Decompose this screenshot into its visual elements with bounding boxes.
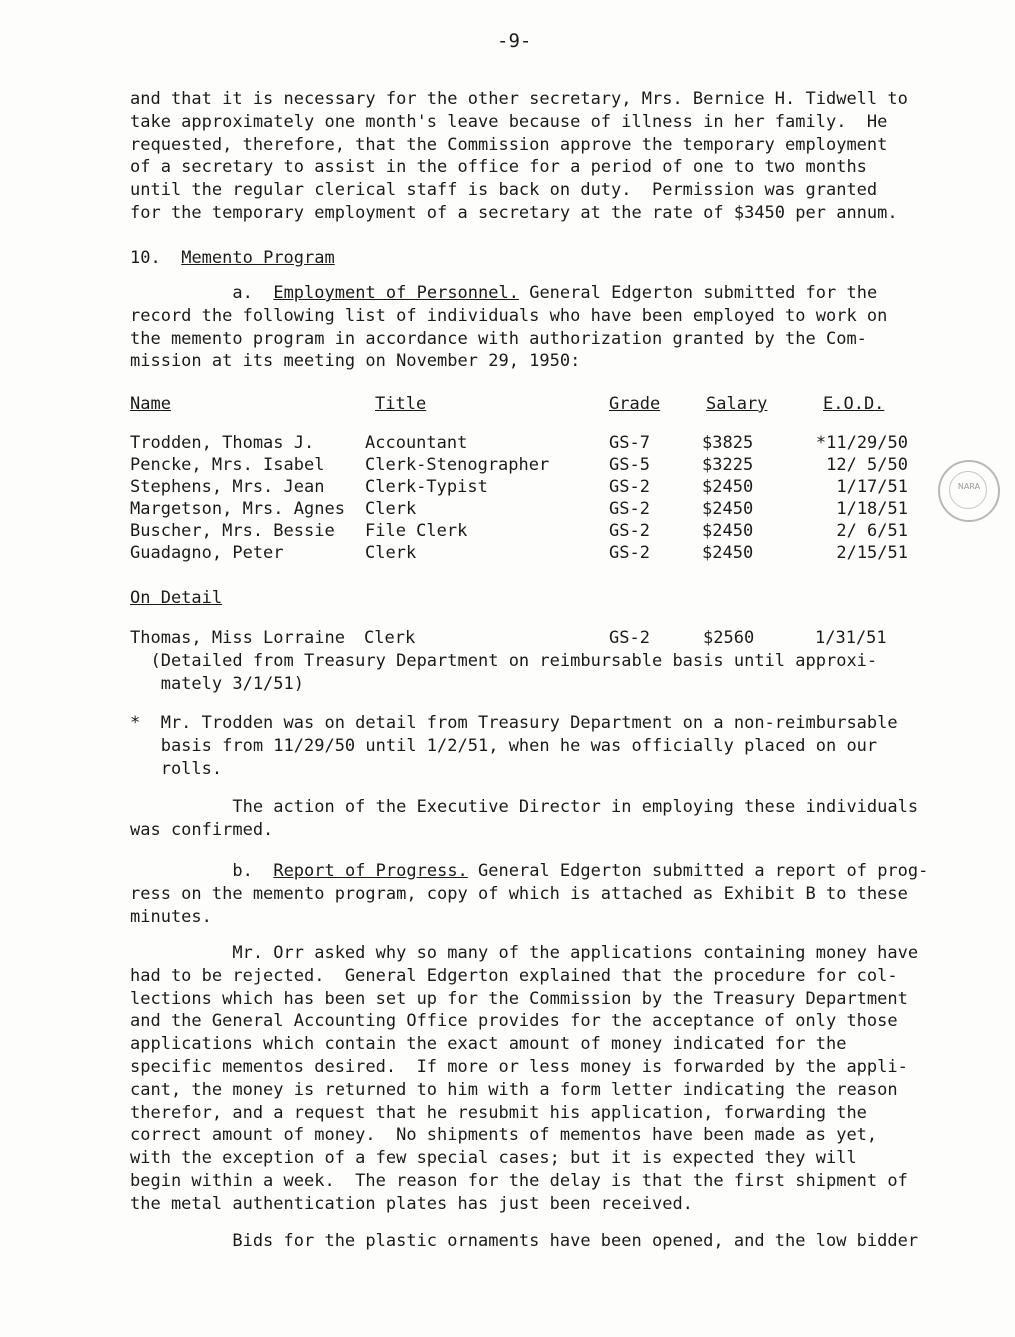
text-line: (Detailed from Treasury Department on reimbursable basis until approxi- xyxy=(130,651,878,671)
confirmation-paragraph xyxy=(130,796,950,842)
text-line: rolls. xyxy=(130,758,223,779)
text-line: Bids for the plastic ornaments have been opened, and the low bidder xyxy=(130,1231,919,1251)
column-header-grade: Grade xyxy=(609,394,661,414)
seal-text: NARA xyxy=(957,482,981,491)
item-heading: Employment of Personnel. xyxy=(273,283,519,303)
text-line: take approximately one month's leave because of illness in her family. He xyxy=(130,111,888,132)
cell-eod: 1/18/51 xyxy=(836,499,908,519)
table-row xyxy=(130,542,908,564)
cell-eod: 2/15/51 xyxy=(836,543,908,563)
on-detail-heading: On Detail xyxy=(130,588,223,608)
cell-name: Guadagno, Peter xyxy=(130,543,284,563)
item-letter: a. xyxy=(232,283,253,303)
cell-grade: GS-2 xyxy=(609,499,650,519)
item-letter: b. xyxy=(232,861,253,881)
text-line xyxy=(130,282,950,305)
cell-title: Clerk-Stenographer xyxy=(365,455,550,475)
column-header-salary: Salary xyxy=(706,394,768,414)
table-row xyxy=(130,454,908,476)
text-line: minutes. xyxy=(130,906,212,927)
cell-name: Buscher, Mrs. Bessie xyxy=(130,521,335,541)
cell-title: File Clerk xyxy=(365,521,468,541)
cell-salary: $3225 xyxy=(702,455,754,475)
item-heading-rest: General Edgerton submitted a report of prog- xyxy=(467,861,929,881)
table-row xyxy=(130,520,908,542)
text-line: was confirmed. xyxy=(130,819,274,840)
table-row xyxy=(130,432,908,454)
orr-paragraph xyxy=(130,942,950,1216)
text-line: cant, the money is returned to him with a form letter indicating the reason xyxy=(130,1079,898,1100)
text-line: ress on the memento program, copy of which is attached as Exhibit B to these xyxy=(130,883,908,904)
library-seal-stamp xyxy=(938,460,1000,522)
text-line: and that it is necessary for the other secretary, Mrs. Bernice H. Tidwell to xyxy=(130,89,908,109)
table-row xyxy=(130,498,908,520)
text-line: record the following list of individuals who have been employed to work on xyxy=(130,305,888,326)
cell-salary: $3825 xyxy=(702,433,754,453)
text-line: requested, therefore, that the Commission approve the temporary employment xyxy=(130,134,888,155)
cell-grade: GS-7 xyxy=(609,433,650,453)
detail-note xyxy=(130,650,950,696)
cell-eod: 12/ 5/50 xyxy=(826,455,908,475)
cell-name: Trodden, Thomas J. xyxy=(130,433,315,453)
item-heading: Report of Progress. xyxy=(273,861,468,881)
text-line: * Mr. Trodden was on detail from Treasury Department on a non-reimbursable xyxy=(130,713,898,733)
cell-salary: $2450 xyxy=(702,477,754,497)
personnel-table xyxy=(130,432,908,564)
text-line: mately 3/1/51) xyxy=(130,673,304,694)
text-line: of a secretary to assist in the office for a period of one to two months xyxy=(130,157,867,178)
detail-grade: GS-2 xyxy=(609,628,650,648)
cell-title: Accountant xyxy=(365,433,468,453)
cell-name: Margetson, Mrs. Agnes xyxy=(130,499,345,519)
cell-salary: $2450 xyxy=(702,521,754,541)
detail-title: Clerk xyxy=(364,628,416,648)
section-number: 10. xyxy=(130,248,161,268)
column-header-title: Title xyxy=(375,394,427,414)
cell-salary: $2450 xyxy=(702,499,754,519)
footnote xyxy=(130,712,950,780)
cell-eod: *11/29/50 xyxy=(815,433,908,453)
text-line: until the regular clerical staff is back on duty. Permission was granted xyxy=(130,180,878,201)
cell-grade: GS-2 xyxy=(609,477,650,497)
text-line: with the exception of a few special cases; but it is expected they will xyxy=(130,1148,857,1169)
text-line: lections which has been set up for the Commission by the Treasury Department xyxy=(130,988,908,1009)
item-heading-rest: General Edgerton submitted for the xyxy=(518,283,878,303)
detail-salary: $2560 xyxy=(703,628,755,648)
text-line: for the temporary employment of a secretary at the rate of $3450 per annum. xyxy=(130,202,898,223)
intro-paragraph xyxy=(130,88,950,225)
cell-eod: 2/ 6/51 xyxy=(836,521,908,541)
text-line: the memento program in accordance with authorization granted by the Com- xyxy=(130,328,867,349)
page-number: -9- xyxy=(497,30,532,52)
column-header-eod: E.O.D. xyxy=(823,394,885,414)
bids-paragraph xyxy=(130,1230,950,1253)
text-line: correct amount of money. No shipments of mementos have been made as yet, xyxy=(130,1125,878,1146)
cell-grade: GS-2 xyxy=(609,521,650,541)
text-line: the metal authentication plates has just been received. xyxy=(130,1193,693,1214)
text-line: applications which contain the exact amount of money indicated for the xyxy=(130,1034,847,1055)
text-line: and the General Accounting Office provides for the acceptance of only those xyxy=(130,1011,898,1032)
text-line xyxy=(130,860,950,883)
cell-grade: GS-2 xyxy=(609,543,650,563)
section-title: Memento Program xyxy=(181,248,335,268)
text-line: begin within a week. The reason for the delay is that the first shipment of xyxy=(130,1170,908,1191)
cell-salary: $2450 xyxy=(702,543,754,563)
column-header-name: Name xyxy=(130,394,171,414)
text-line: specific mementos desired. If more or less money is forwarded by the appli- xyxy=(130,1056,908,1077)
employment-paragraph xyxy=(130,282,950,373)
cell-name: Stephens, Mrs. Jean xyxy=(130,477,325,497)
section-heading-10 xyxy=(130,248,335,268)
text-line: The action of the Executive Director in employing these individuals xyxy=(130,797,919,817)
detail-eod: 1/31/51 xyxy=(815,628,887,648)
text-line: mission at its meeting on November 29, 1950: xyxy=(130,351,581,372)
text-line: therefor, and a request that he resubmit his application, forwarding the xyxy=(130,1102,867,1123)
text-line: had to be rejected. General Edgerton explained that the procedure for col- xyxy=(130,965,898,986)
text-line: Mr. Orr asked why so many of the applications containing money have xyxy=(130,943,919,963)
cell-grade: GS-5 xyxy=(609,455,650,475)
cell-title: Clerk xyxy=(365,543,417,563)
table-row xyxy=(130,476,908,498)
text-line: basis from 11/29/50 until 1/2/51, when he was officially placed on our xyxy=(130,735,878,756)
cell-title: Clerk-Typist xyxy=(365,477,488,497)
progress-paragraph xyxy=(130,860,950,928)
cell-eod: 1/17/51 xyxy=(836,477,908,497)
detail-name: Thomas, Miss Lorraine xyxy=(130,628,345,648)
cell-name: Pencke, Mrs. Isabel xyxy=(130,455,325,475)
cell-title: Clerk xyxy=(365,499,417,519)
